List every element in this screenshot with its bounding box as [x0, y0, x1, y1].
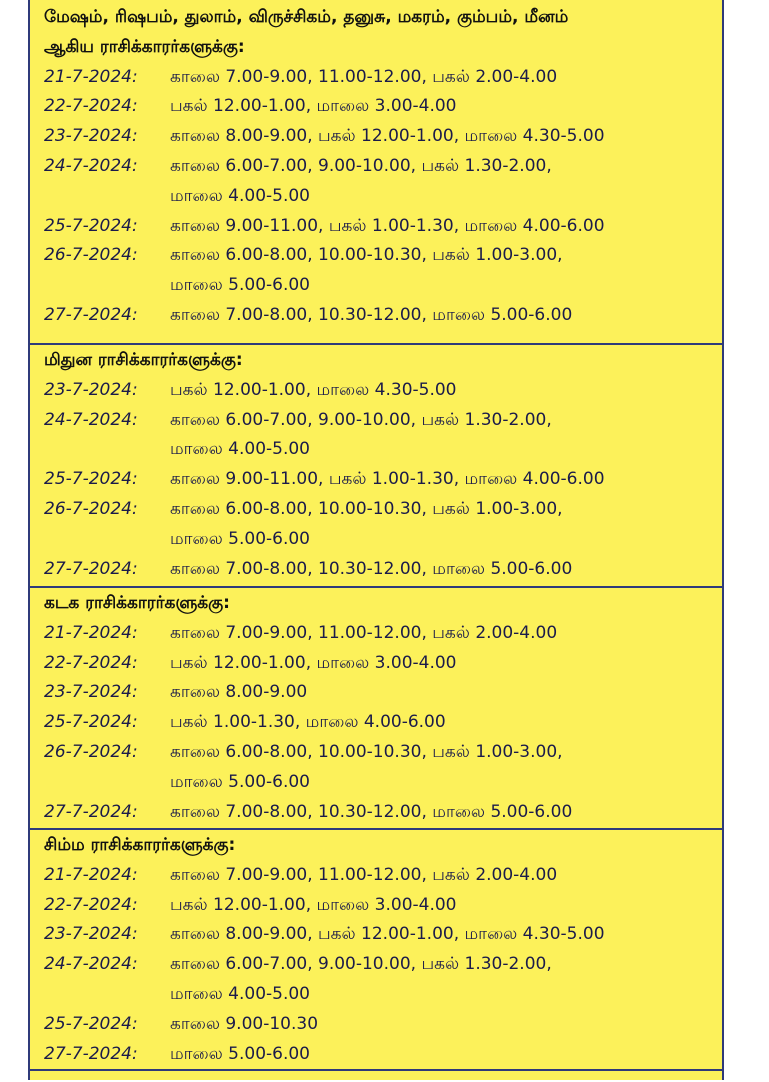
date-label: 25-7-2024:: [44, 1013, 138, 1034]
time-slots: காலை 7.00-9.00, 11.00-12.00, பகல் 2.00-4.00: [170, 622, 558, 643]
date-label: 26-7-2024:: [44, 742, 138, 762]
next-section-edge: [30, 1069, 722, 1082]
time-slots: மாலை 5.00-6.00: [170, 275, 311, 296]
date-label: 27-7-2024:: [44, 558, 138, 579]
time-slots: பகல் 12.00-1.00, மாலை 3.00-4.00: [170, 652, 457, 673]
time-slots: பகல் 12.00-1.00, மாலை 4.30-5.00: [170, 379, 457, 400]
date-label: 23-7-2024:: [44, 924, 138, 945]
date-label: 23-7-2024:: [44, 682, 138, 703]
horoscope-timings-sheet: [28, 0, 724, 1080]
date-label: 22-7-2024:: [44, 96, 138, 117]
section-heading: ஆகிய ராசிக்காரர்களுக்கு:: [44, 36, 245, 57]
time-slots: காலை 6.00-7.00, 9.00-10.00, பகல் 1.30-2.00,: [170, 954, 552, 975]
time-slots: மாலை 4.00-5.00: [170, 984, 311, 1004]
section-heading: கடக ராசிக்காரர்களுக்கு:: [44, 593, 230, 613]
time-slots: காலை 7.00-8.00, 10.30-12.00, மாலை 5.00-6.00: [170, 801, 573, 822]
time-slots: காலை 9.00-10.30: [170, 1013, 319, 1034]
date-label: 27-7-2024:: [44, 1043, 138, 1064]
time-slots: காலை 9.00-11.00, பகல் 1.00-1.30, மாலை 4.00-6.00: [170, 215, 605, 236]
time-slots: காலை 7.00-8.00, 10.30-12.00, மாலை 5.00-6.00: [170, 558, 573, 579]
time-slots: மாலை 5.00-6.00: [170, 771, 311, 792]
time-slots: பகல் 12.00-1.00, மாலை 3.00-4.00: [170, 96, 457, 117]
date-label: 27-7-2024:: [44, 305, 138, 325]
date-label: 26-7-2024:: [44, 245, 138, 266]
time-slots: மாலை 5.00-6.00: [170, 1043, 311, 1064]
time-slots: காலை 8.00-9.00, பகல் 12.00-1.00, மாலை 4.30-5.00: [170, 924, 605, 945]
date-label: 23-7-2024:: [44, 379, 138, 400]
time-slots: காலை 8.00-9.00, பகல் 12.00-1.00, மாலை 4.30-5.00: [170, 126, 605, 147]
time-slots: காலை 6.00-7.00, 9.00-10.00, பகல் 1.30-2.00,: [170, 409, 552, 430]
time-slots: காலை 6.00-8.00, 10.00-10.30, பகல் 1.00-3.00,: [170, 499, 563, 519]
date-label: 21-7-2024:: [44, 864, 138, 885]
date-label: 26-7-2024:: [44, 499, 138, 519]
section-heading: மேஷம், ரிஷபம், துலாம், விருச்சிகம், தனுசு, மகரம், கும்பம், மீனம்: [44, 7, 569, 27]
date-label: 21-7-2024:: [44, 622, 138, 643]
time-slots: காலை 6.00-8.00, 10.00-10.30, பகல் 1.00-3.00,: [170, 742, 563, 762]
date-label: 21-7-2024:: [44, 66, 138, 87]
date-label: 22-7-2024:: [44, 894, 138, 915]
date-label: 24-7-2024:: [44, 954, 138, 975]
date-label: 23-7-2024:: [44, 126, 138, 147]
date-label: 25-7-2024:: [44, 469, 138, 490]
time-slots: காலை 7.00-8.00, 10.30-12.00, மாலை 5.00-6.00: [170, 305, 573, 325]
time-slots: மாலை 4.00-5.00: [170, 185, 311, 206]
time-slots: காலை 9.00-11.00, பகல் 1.00-1.30, மாலை 4.00-6.00: [170, 469, 605, 490]
time-slots: காலை 7.00-9.00, 11.00-12.00, பகல் 2.00-4.00: [170, 66, 558, 87]
section-heading: மிதுன ராசிக்காரர்களுக்கு:: [44, 350, 243, 370]
time-slots: மாலை 4.00-5.00: [170, 439, 311, 460]
time-slots: பகல் 12.00-1.00, மாலை 3.00-4.00: [170, 894, 457, 915]
time-slots: காலை 8.00-9.00: [170, 682, 308, 703]
date-label: 27-7-2024:: [44, 801, 138, 822]
time-slots: பகல் 1.00-1.30, மாலை 4.00-6.00: [170, 712, 446, 733]
date-label: 24-7-2024:: [44, 409, 138, 430]
section-heading: சிம்ம ராசிக்காரர்களுக்கு:: [44, 835, 236, 855]
time-slots: காலை 7.00-9.00, 11.00-12.00, பகல் 2.00-4.00: [170, 864, 558, 885]
time-slots: காலை 6.00-8.00, 10.00-10.30, பகல் 1.00-3.00,: [170, 245, 563, 266]
date-label: 25-7-2024:: [44, 215, 138, 236]
date-label: 22-7-2024:: [44, 652, 138, 673]
date-label: 24-7-2024:: [44, 156, 138, 176]
time-slots: காலை 6.00-7.00, 9.00-10.00, பகல் 1.30-2.00,: [170, 156, 552, 176]
time-slots: மாலை 5.00-6.00: [170, 528, 311, 549]
date-label: 25-7-2024:: [44, 712, 138, 733]
